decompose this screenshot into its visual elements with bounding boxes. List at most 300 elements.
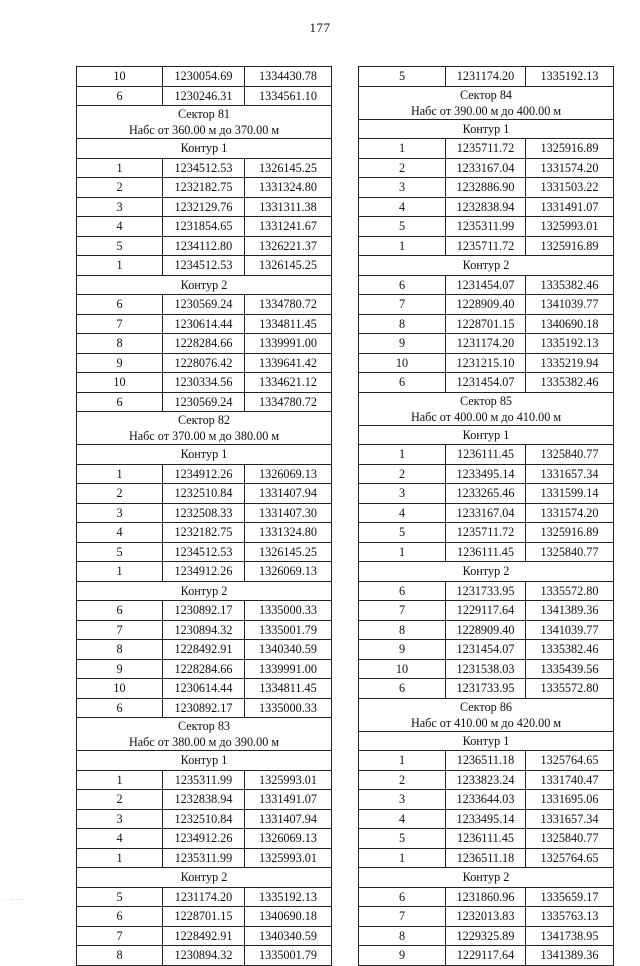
table-row bbox=[359, 907, 614, 927]
table-row bbox=[359, 679, 614, 699]
table-row bbox=[77, 829, 332, 849]
coord-x: 1229117.64 bbox=[446, 601, 526, 621]
point-number: 6 bbox=[359, 275, 446, 295]
point-number: 8 bbox=[359, 620, 446, 640]
coord-y: 1331241.67 bbox=[245, 217, 332, 237]
coord-y: 1331599.14 bbox=[526, 484, 614, 504]
sector-title: Сектор 85 bbox=[459, 393, 513, 408]
sector-range: Набс от 410.00 м до 420.00 м bbox=[410, 715, 562, 730]
point-number: 5 bbox=[359, 217, 446, 237]
point-number: 7 bbox=[359, 295, 446, 315]
coord-x: 1228284.66 bbox=[163, 334, 245, 354]
coord-y: 1339641.42 bbox=[245, 353, 332, 373]
coord-x: 1234112.80 bbox=[163, 236, 245, 256]
table-row bbox=[359, 659, 614, 679]
coord-y: 1326069.13 bbox=[245, 464, 332, 484]
coord-x: 1236111.45 bbox=[446, 445, 526, 465]
coord-x: 1230614.44 bbox=[163, 314, 245, 334]
coord-x: 1235711.72 bbox=[446, 139, 526, 159]
coord-x: 1228492.91 bbox=[163, 640, 245, 660]
point-number: 2 bbox=[77, 178, 163, 198]
table-row bbox=[77, 314, 332, 334]
table-row bbox=[77, 197, 332, 217]
coord-x: 1230892.17 bbox=[163, 698, 245, 718]
coord-x: 1234912.26 bbox=[163, 829, 245, 849]
coord-x: 1233167.04 bbox=[446, 503, 526, 523]
table-row bbox=[359, 139, 614, 159]
coord-x: 1234512.53 bbox=[163, 542, 245, 562]
coord-y: 1335001.79 bbox=[245, 620, 332, 640]
coord-x: 1232886.90 bbox=[446, 178, 526, 198]
point-number: 10 bbox=[359, 353, 446, 373]
coord-y: 1334780.72 bbox=[245, 295, 332, 315]
contour-label: Контур 1 bbox=[359, 731, 614, 751]
point-number: 9 bbox=[359, 334, 446, 354]
coord-x: 1235311.99 bbox=[446, 217, 526, 237]
coord-x: 1235711.72 bbox=[446, 523, 526, 543]
point-number: 2 bbox=[359, 770, 446, 790]
coord-y: 1341039.77 bbox=[526, 295, 614, 315]
coord-y: 1339991.00 bbox=[245, 659, 332, 679]
point-number: 3 bbox=[359, 790, 446, 810]
point-number: 1 bbox=[77, 848, 163, 868]
contour-label: Контур 2 bbox=[359, 868, 614, 888]
coord-x: 1230246.31 bbox=[163, 86, 245, 106]
point-number: 4 bbox=[359, 197, 446, 217]
coord-y: 1331407.94 bbox=[245, 484, 332, 504]
coord-x: 1231733.95 bbox=[446, 679, 526, 699]
contour-row bbox=[359, 562, 614, 582]
coord-x: 1228701.15 bbox=[163, 907, 245, 927]
sector-range: Набс от 370.00 м до 380.00 м bbox=[128, 429, 280, 443]
point-number: 3 bbox=[77, 503, 163, 523]
contour-label: Контур 1 bbox=[77, 139, 332, 159]
contour-label: Контур 1 bbox=[77, 445, 332, 465]
point-number: 2 bbox=[77, 484, 163, 504]
coord-x: 1235311.99 bbox=[163, 770, 245, 790]
coord-x: 1234512.53 bbox=[163, 158, 245, 178]
coord-y: 1335382.46 bbox=[526, 275, 614, 295]
page-number: 177 bbox=[309, 20, 331, 35]
point-number: 9 bbox=[77, 353, 163, 373]
coord-y: 1331574.20 bbox=[526, 503, 614, 523]
sector-title: Сектор 82 bbox=[177, 413, 231, 427]
contour-label: Контур 2 bbox=[77, 275, 332, 295]
table-row bbox=[359, 770, 614, 790]
point-number: 1 bbox=[359, 139, 446, 159]
table-row bbox=[359, 275, 614, 295]
point-number: 1 bbox=[359, 751, 446, 771]
coord-x: 1231538.03 bbox=[446, 659, 526, 679]
point-number: 10 bbox=[359, 659, 446, 679]
point-number: 1 bbox=[77, 464, 163, 484]
table-row bbox=[359, 314, 614, 334]
point-number: 10 bbox=[77, 373, 163, 393]
point-number: 8 bbox=[77, 334, 163, 354]
table-row bbox=[359, 601, 614, 621]
coord-y: 1326221.37 bbox=[245, 236, 332, 256]
point-number: 2 bbox=[359, 158, 446, 178]
sector-title: Сектор 83 bbox=[177, 719, 231, 733]
point-number: 7 bbox=[359, 907, 446, 927]
coord-y: 1325993.01 bbox=[245, 770, 332, 790]
coord-x: 1230614.44 bbox=[163, 679, 245, 699]
contour-label: Контур 2 bbox=[359, 256, 614, 276]
coord-y: 1334430.78 bbox=[245, 67, 332, 87]
point-number: 6 bbox=[77, 86, 163, 106]
table-row bbox=[359, 620, 614, 640]
table-row bbox=[359, 464, 614, 484]
contour-row bbox=[77, 751, 332, 771]
coord-y: 1325840.77 bbox=[526, 542, 614, 562]
contour-label: Контур 1 bbox=[359, 119, 614, 139]
coord-x: 1233265.46 bbox=[446, 484, 526, 504]
table-row bbox=[359, 542, 614, 562]
table-row bbox=[359, 926, 614, 946]
coord-y: 1335382.46 bbox=[526, 373, 614, 393]
coord-x: 1231454.07 bbox=[446, 373, 526, 393]
point-number: 4 bbox=[359, 809, 446, 829]
point-number: 7 bbox=[359, 601, 446, 621]
coord-y: 1331740.47 bbox=[526, 770, 614, 790]
table-row bbox=[77, 256, 332, 276]
coord-y: 1334811.45 bbox=[245, 679, 332, 699]
sector-range: Набс от 380.00 м до 390.00 м bbox=[128, 735, 280, 749]
coord-x: 1231174.20 bbox=[446, 67, 526, 87]
coord-x: 1232508.33 bbox=[163, 503, 245, 523]
coord-x: 1231454.07 bbox=[446, 275, 526, 295]
point-number: 3 bbox=[77, 197, 163, 217]
coord-x: 1228076.42 bbox=[163, 353, 245, 373]
point-number: 6 bbox=[359, 581, 446, 601]
table-row bbox=[77, 848, 332, 868]
footer-mark: .......... bbox=[2, 897, 25, 902]
coord-y: 1326145.25 bbox=[245, 256, 332, 276]
table-row bbox=[359, 829, 614, 849]
point-number: 6 bbox=[77, 295, 163, 315]
point-number: 9 bbox=[359, 640, 446, 660]
coord-x: 1228284.66 bbox=[163, 659, 245, 679]
point-number: 8 bbox=[77, 640, 163, 660]
point-number: 1 bbox=[359, 445, 446, 465]
table-row bbox=[77, 217, 332, 237]
coord-x: 1230569.24 bbox=[163, 392, 245, 412]
point-number: 6 bbox=[359, 679, 446, 699]
coord-y: 1335572.80 bbox=[526, 581, 614, 601]
point-number: 4 bbox=[359, 503, 446, 523]
table-row bbox=[77, 295, 332, 315]
sector-header bbox=[359, 698, 614, 731]
coord-y: 1335001.79 bbox=[245, 946, 332, 966]
table-row bbox=[77, 679, 332, 699]
coord-y: 1331311.38 bbox=[245, 197, 332, 217]
table-row bbox=[77, 503, 332, 523]
table-row bbox=[359, 158, 614, 178]
coord-y: 1331324.80 bbox=[245, 178, 332, 198]
sector-title: Сектор 81 bbox=[177, 107, 231, 121]
point-number: 3 bbox=[77, 809, 163, 829]
table-row bbox=[77, 946, 332, 966]
table-row bbox=[359, 503, 614, 523]
contour-label: Контур 1 bbox=[359, 425, 614, 445]
coord-y: 1325916.89 bbox=[526, 139, 614, 159]
table-row bbox=[359, 790, 614, 810]
point-number: 1 bbox=[77, 256, 163, 276]
table-row bbox=[359, 887, 614, 907]
table-row bbox=[359, 445, 614, 465]
coord-x: 1232838.94 bbox=[163, 790, 245, 810]
point-number: 6 bbox=[77, 392, 163, 412]
sector-range: Набс от 360.00 м до 370.00 м bbox=[128, 123, 280, 137]
table-row bbox=[77, 809, 332, 829]
coord-y: 1334621.12 bbox=[245, 373, 332, 393]
coord-y: 1326145.25 bbox=[245, 158, 332, 178]
table-row bbox=[77, 659, 332, 679]
coord-y: 1331491.07 bbox=[526, 197, 614, 217]
sector-header bbox=[77, 718, 332, 751]
coord-y: 1325916.89 bbox=[526, 523, 614, 543]
point-number: 1 bbox=[359, 236, 446, 256]
coord-x: 1233495.14 bbox=[446, 809, 526, 829]
point-number: 10 bbox=[77, 67, 163, 87]
table-row bbox=[359, 809, 614, 829]
coord-x: 1233495.14 bbox=[446, 464, 526, 484]
table-row bbox=[77, 790, 332, 810]
coord-x: 1231860.96 bbox=[446, 887, 526, 907]
contour-row bbox=[359, 731, 614, 751]
table-row bbox=[77, 542, 332, 562]
coord-y: 1339991.00 bbox=[245, 334, 332, 354]
contour-row bbox=[77, 275, 332, 295]
coord-x: 1231215.10 bbox=[446, 353, 526, 373]
table-row bbox=[77, 86, 332, 106]
point-number: 8 bbox=[359, 926, 446, 946]
coord-y: 1335659.17 bbox=[526, 887, 614, 907]
coord-x: 1230054.69 bbox=[163, 67, 245, 87]
point-number: 5 bbox=[77, 542, 163, 562]
sector-title: Сектор 84 bbox=[459, 87, 513, 102]
point-number: 6 bbox=[77, 698, 163, 718]
table-row bbox=[77, 373, 332, 393]
point-number: 1 bbox=[359, 848, 446, 868]
point-number: 1 bbox=[77, 158, 163, 178]
table-row bbox=[77, 926, 332, 946]
contour-row bbox=[77, 139, 332, 159]
coordinates-table-right bbox=[358, 66, 614, 966]
coord-x: 1236111.45 bbox=[446, 829, 526, 849]
table-row bbox=[77, 620, 332, 640]
point-number: 9 bbox=[359, 946, 446, 966]
table-row bbox=[359, 295, 614, 315]
coord-x: 1232838.94 bbox=[446, 197, 526, 217]
coord-y: 1334780.72 bbox=[245, 392, 332, 412]
sector-header bbox=[359, 392, 614, 425]
point-number: 2 bbox=[77, 790, 163, 810]
coord-x: 1229325.89 bbox=[446, 926, 526, 946]
sector-header-row bbox=[359, 698, 614, 731]
coord-x: 1228701.15 bbox=[446, 314, 526, 334]
coord-x: 1232013.83 bbox=[446, 907, 526, 927]
point-number: 6 bbox=[77, 907, 163, 927]
coord-y: 1335219.94 bbox=[526, 353, 614, 373]
point-number: 6 bbox=[359, 373, 446, 393]
coord-y: 1325764.65 bbox=[526, 848, 614, 868]
coord-x: 1232129.76 bbox=[163, 197, 245, 217]
coord-y: 1341389.36 bbox=[526, 601, 614, 621]
coord-y: 1334811.45 bbox=[245, 314, 332, 334]
table-row bbox=[359, 334, 614, 354]
table-row bbox=[77, 907, 332, 927]
coord-x: 1236511.18 bbox=[446, 751, 526, 771]
coord-y: 1331574.20 bbox=[526, 158, 614, 178]
coord-x: 1231733.95 bbox=[446, 581, 526, 601]
coord-x: 1230892.17 bbox=[163, 601, 245, 621]
contour-row bbox=[77, 445, 332, 465]
point-number: 7 bbox=[77, 620, 163, 640]
table-row bbox=[359, 67, 614, 87]
coord-y: 1331695.06 bbox=[526, 790, 614, 810]
coord-y: 1331503.22 bbox=[526, 178, 614, 198]
sector-header bbox=[77, 412, 332, 445]
point-number: 5 bbox=[359, 829, 446, 849]
coord-y: 1331657.34 bbox=[526, 809, 614, 829]
coord-y: 1340340.59 bbox=[245, 926, 332, 946]
coord-x: 1232510.84 bbox=[163, 809, 245, 829]
contour-row bbox=[359, 256, 614, 276]
sector-header-row bbox=[359, 86, 614, 119]
coord-x: 1233167.04 bbox=[446, 158, 526, 178]
contour-row bbox=[359, 425, 614, 445]
coord-y: 1325840.77 bbox=[526, 445, 614, 465]
point-number: 1 bbox=[77, 562, 163, 582]
coord-x: 1230894.32 bbox=[163, 946, 245, 966]
table-row bbox=[359, 751, 614, 771]
contour-row bbox=[77, 868, 332, 888]
coord-x: 1231174.20 bbox=[163, 887, 245, 907]
point-number: 8 bbox=[359, 314, 446, 334]
coord-y: 1335192.13 bbox=[526, 334, 614, 354]
coord-y: 1325764.65 bbox=[526, 751, 614, 771]
contour-row bbox=[77, 581, 332, 601]
contour-label: Контур 2 bbox=[77, 581, 332, 601]
table-row bbox=[77, 562, 332, 582]
coord-x: 1236111.45 bbox=[446, 542, 526, 562]
coord-y: 1325993.01 bbox=[526, 217, 614, 237]
point-number: 6 bbox=[359, 887, 446, 907]
point-number: 3 bbox=[359, 484, 446, 504]
coord-x: 1231854.65 bbox=[163, 217, 245, 237]
point-number: 7 bbox=[77, 926, 163, 946]
coord-y: 1340690.18 bbox=[245, 907, 332, 927]
coord-y: 1331657.34 bbox=[526, 464, 614, 484]
point-number: 3 bbox=[359, 178, 446, 198]
coord-x: 1234912.26 bbox=[163, 562, 245, 582]
point-number: 9 bbox=[77, 659, 163, 679]
coord-y: 1334561.10 bbox=[245, 86, 332, 106]
contour-label: Контур 1 bbox=[77, 751, 332, 771]
point-number: 8 bbox=[77, 946, 163, 966]
sector-header bbox=[359, 86, 614, 119]
table-row bbox=[77, 158, 332, 178]
point-number: 6 bbox=[77, 601, 163, 621]
coord-y: 1331407.30 bbox=[245, 503, 332, 523]
point-number: 5 bbox=[77, 236, 163, 256]
coord-y: 1341039.77 bbox=[526, 620, 614, 640]
sector-header bbox=[77, 106, 332, 139]
sector-range: Набс от 390.00 м до 400.00 м bbox=[410, 103, 562, 118]
point-number: 2 bbox=[359, 464, 446, 484]
coord-y: 1340690.18 bbox=[526, 314, 614, 334]
contour-label: Контур 2 bbox=[359, 562, 614, 582]
table-row bbox=[77, 523, 332, 543]
coord-x: 1228909.40 bbox=[446, 620, 526, 640]
contour-row bbox=[359, 868, 614, 888]
point-number: 4 bbox=[77, 217, 163, 237]
table-row bbox=[359, 236, 614, 256]
contour-row bbox=[359, 119, 614, 139]
point-number: 1 bbox=[77, 770, 163, 790]
coord-x: 1236511.18 bbox=[446, 848, 526, 868]
table-row bbox=[77, 392, 332, 412]
coord-x: 1235311.99 bbox=[163, 848, 245, 868]
point-number: 4 bbox=[77, 523, 163, 543]
coord-y: 1335572.80 bbox=[526, 679, 614, 699]
table-row bbox=[77, 464, 332, 484]
point-number: 10 bbox=[77, 679, 163, 699]
coord-x: 1234512.53 bbox=[163, 256, 245, 276]
coord-x: 1232182.75 bbox=[163, 523, 245, 543]
coord-x: 1232510.84 bbox=[163, 484, 245, 504]
table-row bbox=[359, 581, 614, 601]
table-row bbox=[359, 946, 614, 966]
table-row bbox=[77, 484, 332, 504]
table-row bbox=[77, 334, 332, 354]
table-row bbox=[77, 67, 332, 87]
coord-y: 1331324.80 bbox=[245, 523, 332, 543]
coord-x: 1232182.75 bbox=[163, 178, 245, 198]
table-row bbox=[359, 523, 614, 543]
table-row bbox=[77, 236, 332, 256]
table-row bbox=[359, 197, 614, 217]
table-row bbox=[359, 353, 614, 373]
sector-range: Набс от 400.00 м до 410.00 м bbox=[410, 409, 562, 424]
table-row bbox=[359, 217, 614, 237]
coord-y: 1331491.07 bbox=[245, 790, 332, 810]
coord-y: 1341738.95 bbox=[526, 926, 614, 946]
table-row bbox=[77, 887, 332, 907]
coord-y: 1335000.33 bbox=[245, 698, 332, 718]
coord-x: 1230334.56 bbox=[163, 373, 245, 393]
table-row bbox=[359, 373, 614, 393]
coord-y: 1326069.13 bbox=[245, 562, 332, 582]
coord-y: 1335000.33 bbox=[245, 601, 332, 621]
table-row bbox=[359, 640, 614, 660]
coord-x: 1233644.03 bbox=[446, 790, 526, 810]
point-number: 1 bbox=[359, 542, 446, 562]
coord-x: 1228909.40 bbox=[446, 295, 526, 315]
table-row bbox=[359, 848, 614, 868]
sector-title: Сектор 86 bbox=[459, 699, 513, 714]
point-number: 5 bbox=[359, 523, 446, 543]
coord-y: 1325840.77 bbox=[526, 829, 614, 849]
coord-y: 1341389.36 bbox=[526, 946, 614, 966]
coord-x: 1235711.72 bbox=[446, 236, 526, 256]
coord-y: 1335192.13 bbox=[245, 887, 332, 907]
table-row bbox=[77, 770, 332, 790]
coord-x: 1233823.24 bbox=[446, 770, 526, 790]
coord-x: 1234912.26 bbox=[163, 464, 245, 484]
table-row bbox=[359, 484, 614, 504]
